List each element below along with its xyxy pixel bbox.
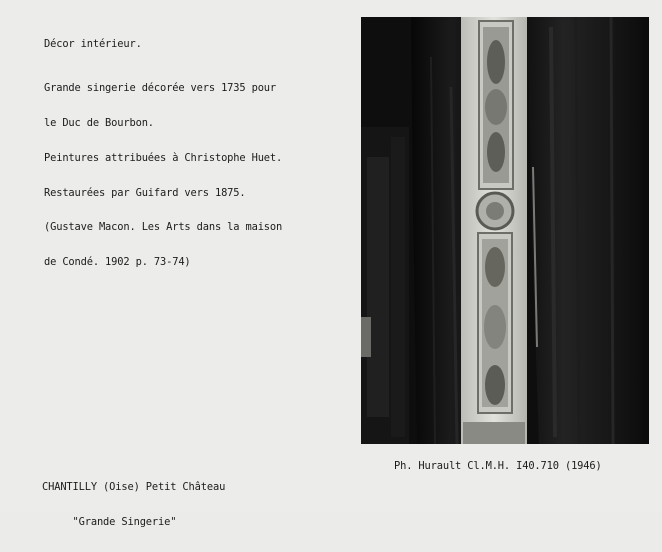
photograph-drawing: [361, 17, 649, 444]
location-caption: [42, 459, 225, 552]
description-line: (Gustave Macon. Les Arts dans la maison: [44, 221, 283, 234]
location-line: CHANTILLY (Oise) Petit Château: [42, 481, 226, 494]
photo-credit: Ph. Hurault Cl.M.H. I40.710 (1946): [394, 460, 602, 472]
location-line: "Grande Singerie": [42, 515, 177, 528]
right-curtain: [527, 17, 649, 444]
photograph: [361, 17, 649, 444]
painted-panel: [461, 17, 527, 444]
description-line: Grande singerie décorée vers 1735 pour: [44, 82, 277, 95]
description-line: Restaurées par Guifard vers 1875.: [44, 186, 246, 199]
description-line: Peintures attribuées à Christophe Huet.: [44, 151, 283, 164]
description-line: de Condé. 1902 p. 73-74): [44, 256, 191, 269]
card-heading: Décor intérieur.: [44, 38, 142, 50]
description-line: le Duc de Bourbon.: [44, 116, 154, 129]
card-description: [44, 60, 282, 292]
